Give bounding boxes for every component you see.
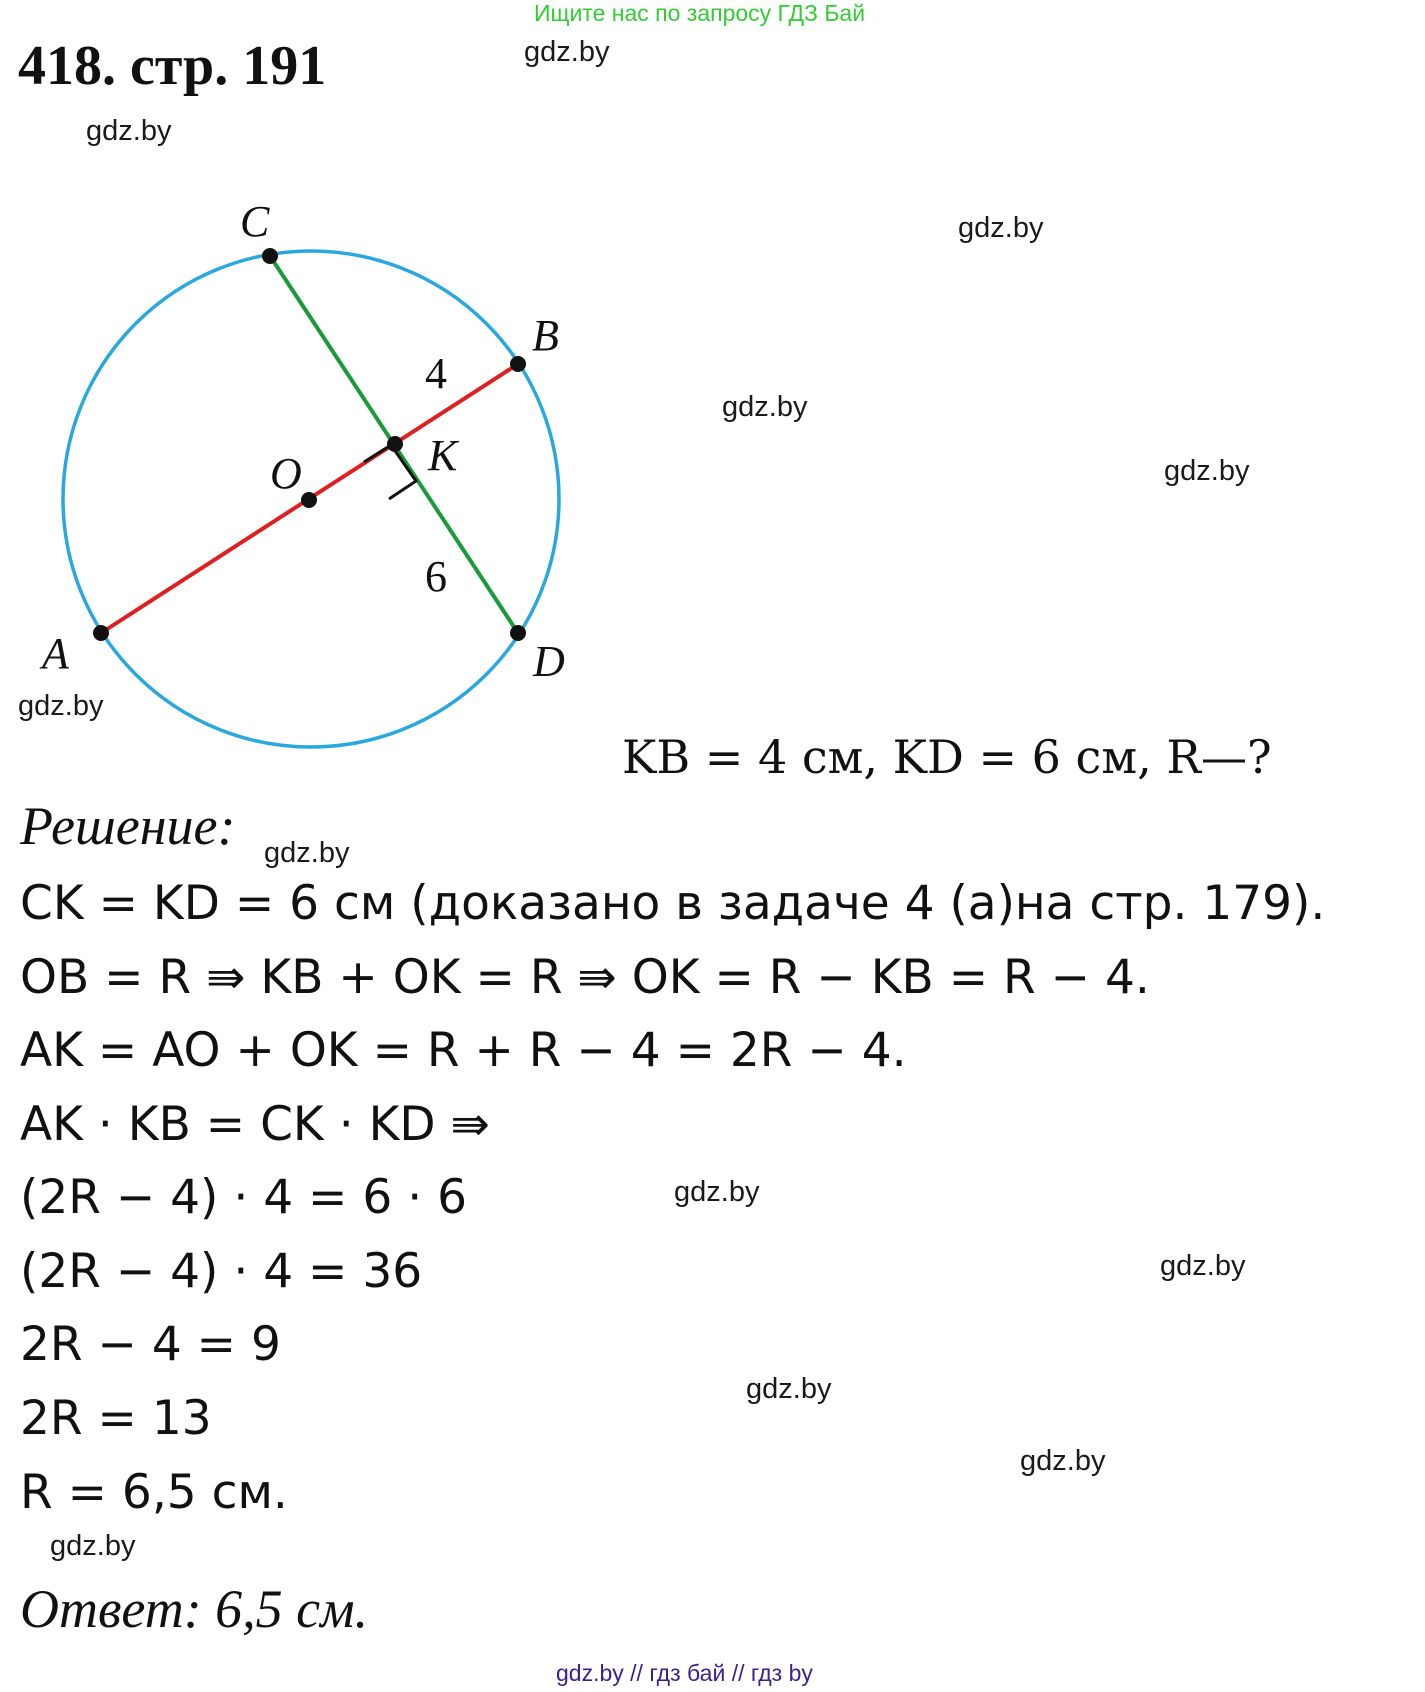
solution-heading: Решение: bbox=[20, 796, 236, 856]
watermark: gdz.by bbox=[18, 690, 104, 722]
solution-line: 2R − 4 = 9 bbox=[20, 1317, 281, 1372]
label-c: C bbox=[240, 197, 270, 246]
point-k bbox=[387, 436, 403, 452]
label-o: O bbox=[270, 449, 302, 498]
given-condition: KB = 4 см, KD = 6 см, R—? bbox=[622, 730, 1272, 784]
watermark: gdz.by bbox=[674, 1176, 760, 1208]
solution-line: AK · KB = CK · KD ⇛ bbox=[20, 1097, 490, 1152]
footer-links[interactable]: gdz.by // гдз бай // гдз by bbox=[556, 1660, 813, 1686]
solution-line: (2R − 4) · 4 = 36 bbox=[20, 1244, 423, 1299]
answer: Ответ: 6,5 см. bbox=[20, 1579, 369, 1639]
solution-line: CK = KD = 6 см (доказано в задаче 4 (а)на стр. 179). bbox=[20, 876, 1326, 931]
solution-line: OB = R ⇛ KB + OK = R ⇛ OK = R − KB = R − 4. bbox=[20, 950, 1150, 1005]
watermark: gdz.by bbox=[1164, 455, 1250, 487]
point-d bbox=[510, 625, 526, 641]
watermark: gdz.by bbox=[524, 36, 610, 68]
label-k: K bbox=[428, 431, 458, 480]
point-o bbox=[301, 492, 317, 508]
label-a: A bbox=[42, 629, 69, 678]
watermark: gdz.by bbox=[958, 212, 1044, 244]
watermark: gdz.by bbox=[1160, 1250, 1246, 1282]
page-title: 418. стр. 191 bbox=[18, 35, 327, 97]
watermark: gdz.by bbox=[746, 1373, 832, 1405]
promo-banner[interactable]: Ищите нас по запросу ГДЗ Бай bbox=[534, 0, 866, 26]
watermark: gdz.by bbox=[722, 391, 808, 423]
solution-line: (2R − 4) · 4 = 6 · 6 bbox=[20, 1170, 468, 1225]
length-kb-label: 4 bbox=[425, 349, 447, 398]
label-b: B bbox=[532, 311, 559, 360]
solution-line: AK = AO + OK = R + R − 4 = 2R − 4. bbox=[20, 1023, 907, 1078]
watermark: gdz.by bbox=[86, 115, 172, 147]
circle-figure bbox=[0, 180, 600, 760]
point-a bbox=[93, 625, 109, 641]
solution-line: R = 6,5 см. bbox=[20, 1465, 288, 1520]
solution-line: 2R = 13 bbox=[20, 1391, 212, 1446]
watermark: gdz.by bbox=[264, 837, 350, 869]
watermark: gdz.by bbox=[1020, 1445, 1106, 1477]
right-angle-mark bbox=[364, 445, 416, 499]
point-c bbox=[262, 248, 278, 264]
label-d: D bbox=[533, 637, 565, 686]
point-b bbox=[510, 356, 526, 372]
watermark: gdz.by bbox=[50, 1530, 136, 1562]
length-kd-label: 6 bbox=[425, 552, 447, 601]
